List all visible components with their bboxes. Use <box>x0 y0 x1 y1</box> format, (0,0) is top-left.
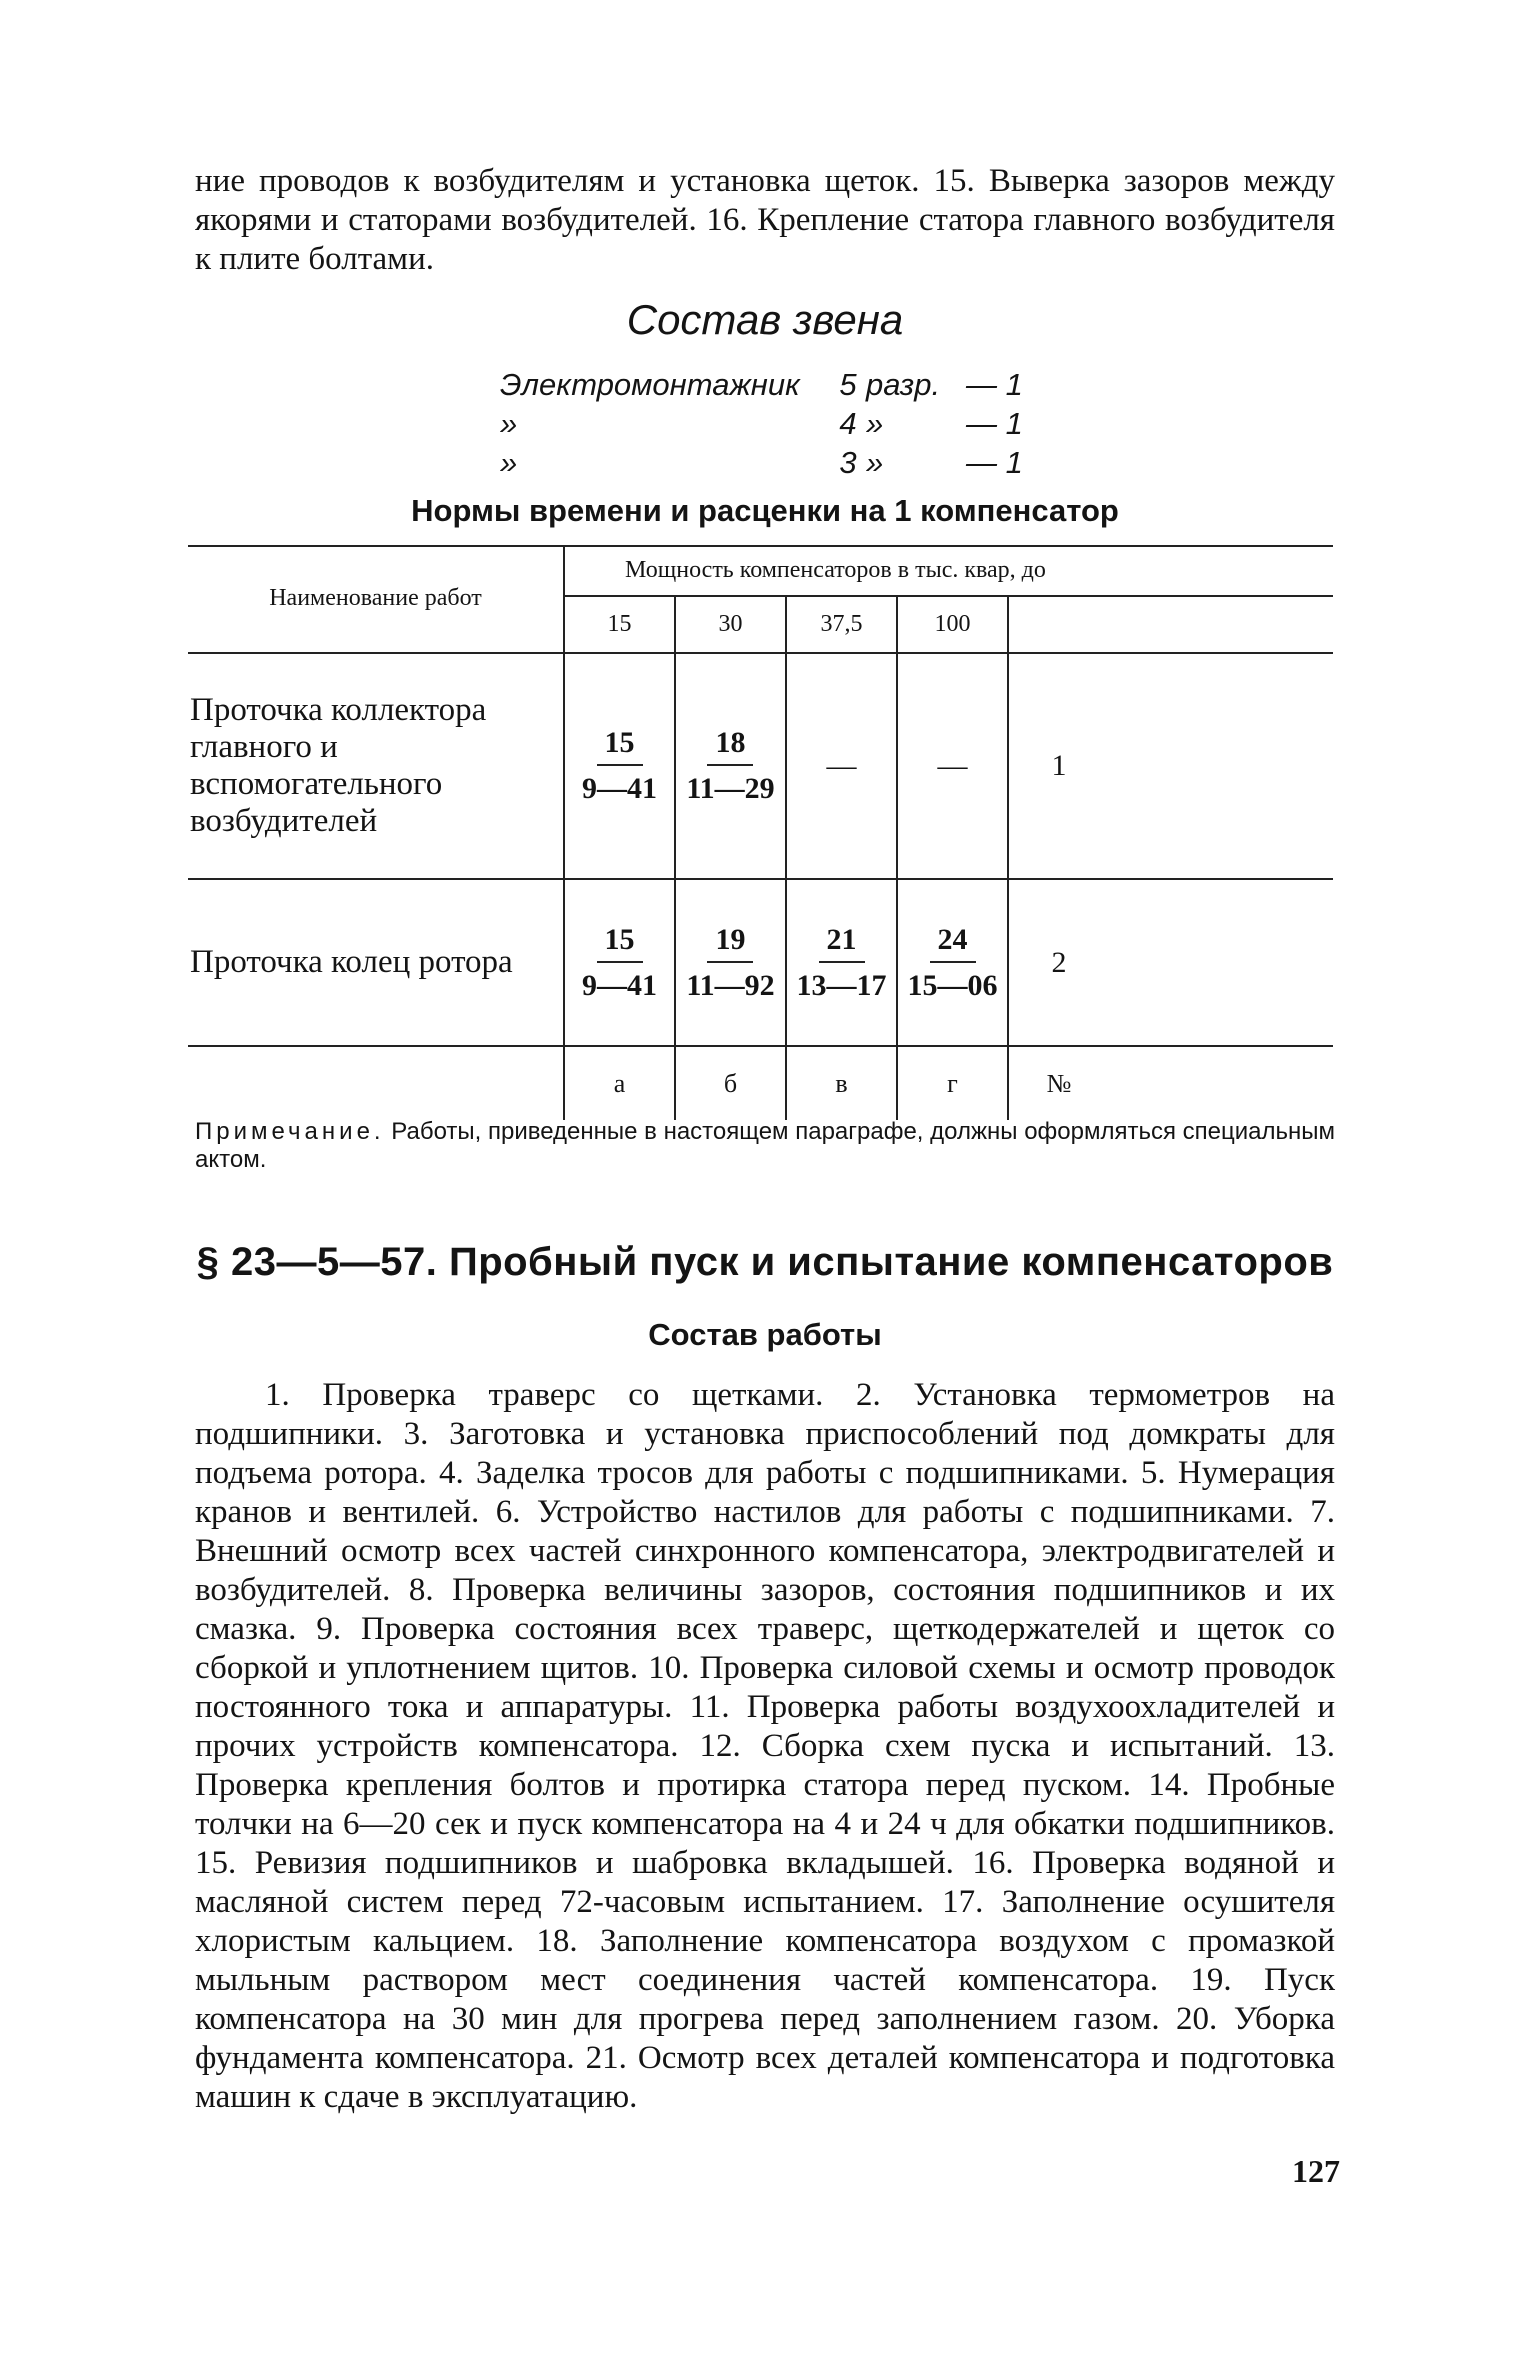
norms-table <box>188 545 1333 1120</box>
row1-cell-a <box>565 654 674 878</box>
crew-role: Электромонтажник <box>500 367 800 402</box>
crew-list <box>500 365 1060 482</box>
norm-time: 18 <box>707 726 753 766</box>
norm-time: 24 <box>930 923 976 963</box>
crew-grade: 4 <box>839 406 857 441</box>
column-number-label: № <box>1046 1068 1072 1098</box>
crew-unit: » <box>866 406 884 441</box>
crew-count: — 1 <box>966 445 1023 480</box>
section-title: § 23—5—57. Пробный пуск и испытание компенсаторов <box>196 1240 1334 1284</box>
column-letter-v: в <box>835 1068 848 1098</box>
row1-number: 1 <box>1051 749 1067 782</box>
norm-price: 9—41 <box>582 772 657 805</box>
norm-fraction <box>908 923 998 1003</box>
crew-role: » <box>500 445 518 480</box>
row2-cell-a <box>565 880 674 1045</box>
column-letter-a: а <box>613 1068 626 1098</box>
norm-fraction <box>686 923 774 1003</box>
work-composition-text: 1. Проверка траверс со щетками. 2. Установка термометров на подшипники. 3. Заготовка и установка приспособлений под домкраты для подъема ротора. 4. Заделка тросов для работы с подшипниками. 5. Нумерация кранов и вентилей. 6. Устройство настилов для работы с подшипниками. 7. Внешний осмотр всех частей синхронного компенсатора, электродвигателей и возбудителей. 8. Проверка величины зазоров, состояния подшипников и их смазка. 9. Проверка состояния всех траверс, щеткодержателей и щеток со сборкой и уплотнением щитов. 10. Проверка силовой схемы и осмотр проводок постоянного тока и аппаратуры. 11. Проверка работы воздухоохладителей и прочих устройств компенсатора. 12. Сборка схем пуска и испытаний. 13. Проверка крепления болтов и протирка статора перед пуском. 14. Пробные толчки на 6—20 сек и пуск компенсатора на 4 и 24 ч для обкатки подшипников. 15. Ревизия подшипников и шабровка вкладышей. 16. Проверка водяной и масляной систем перед 72-часовым испытанием. 17. Заполнение осушителя хлористым кальцием. 18. Заполнение компенсатора воздухом с промазкой мыльным раствором мест соединения частей компенсатора. 19. Пуск компенсатора на 30 мин для прогрева перед заполнением газом. 20. Уборка фундамента компенсатора. 21. Осмотр всех деталей компенсатора и подготовка машин к сдаче в эксплуатацию. <box>195 1377 1335 2115</box>
crew-unit: » <box>866 445 884 480</box>
norm-fraction <box>582 923 657 1003</box>
header-power: Мощность компенсаторов в тыс. квар, до <box>625 556 1046 583</box>
column-letter-g: г <box>947 1068 958 1098</box>
crew-row <box>500 443 1060 482</box>
norm-price: 11—29 <box>686 772 775 805</box>
row2-work-name: Проточка колец ротора <box>190 944 513 980</box>
crew-role: » <box>500 406 518 441</box>
norm-fraction <box>686 726 774 806</box>
header-power-100: 100 <box>934 611 971 637</box>
crew-grade: 3 <box>839 445 857 480</box>
row2-cell-d <box>898 880 1007 1045</box>
header-power-15: 15 <box>607 611 632 637</box>
norm-fraction <box>797 923 887 1003</box>
crew-count: — 1 <box>966 406 1023 441</box>
norm-fraction <box>582 726 657 806</box>
row2-cell-b <box>676 880 785 1045</box>
norm-price: 13—17 <box>796 968 887 1002</box>
intro-paragraph-block <box>195 162 1335 279</box>
header-power-37-5: 37,5 <box>820 611 863 637</box>
note-label: Примечание. <box>195 1118 385 1145</box>
work-composition-title: Состав работы <box>648 1317 882 1352</box>
row1-cell-c: — <box>826 749 857 782</box>
header-power-30: 30 <box>718 611 743 637</box>
norm-price: 11—92 <box>686 968 775 1002</box>
row2-number: 2 <box>1051 945 1067 979</box>
crew-title: Состав звена <box>626 296 904 343</box>
norm-time: 15 <box>597 923 643 963</box>
norm-time: 15 <box>597 726 643 766</box>
norm-price: 15—06 <box>907 968 998 1002</box>
row1-cell-d: — <box>937 749 968 782</box>
row1-cell-b <box>676 654 785 878</box>
norm-time: 21 <box>819 923 865 963</box>
crew-unit: разр. <box>866 367 941 402</box>
crew-row <box>500 404 1060 443</box>
crew-grade: 5 <box>839 367 857 402</box>
row2-cell-c <box>787 880 896 1045</box>
work-composition-block <box>195 1376 1335 2117</box>
note-text: Работы, приведенные в настоящем параграфе, должны оформляться специальным актом. <box>195 1118 1335 1173</box>
crew-count: — 1 <box>966 367 1023 402</box>
norm-time: 19 <box>707 923 753 963</box>
norms-title: Нормы времени и расценки на 1 компенсатор <box>411 493 1119 528</box>
crew-row <box>500 365 1060 404</box>
page-number: 127 <box>1292 2153 1340 2189</box>
header-work-name: Наименование работ <box>269 585 482 611</box>
intro-paragraph: ние проводов к возбудителям и установка щеток. 15. Выверка зазоров между якорями и статорами возбудителей. 16. Крепление статора главного возбудителя к плите болтами. <box>195 163 1335 277</box>
norm-price: 9—41 <box>582 968 657 1002</box>
row1-work-name: Проточка коллектора главного и вспомогательного возбудителей <box>190 692 487 839</box>
table-note <box>195 1118 1335 1174</box>
column-letter-b: б <box>723 1068 738 1098</box>
